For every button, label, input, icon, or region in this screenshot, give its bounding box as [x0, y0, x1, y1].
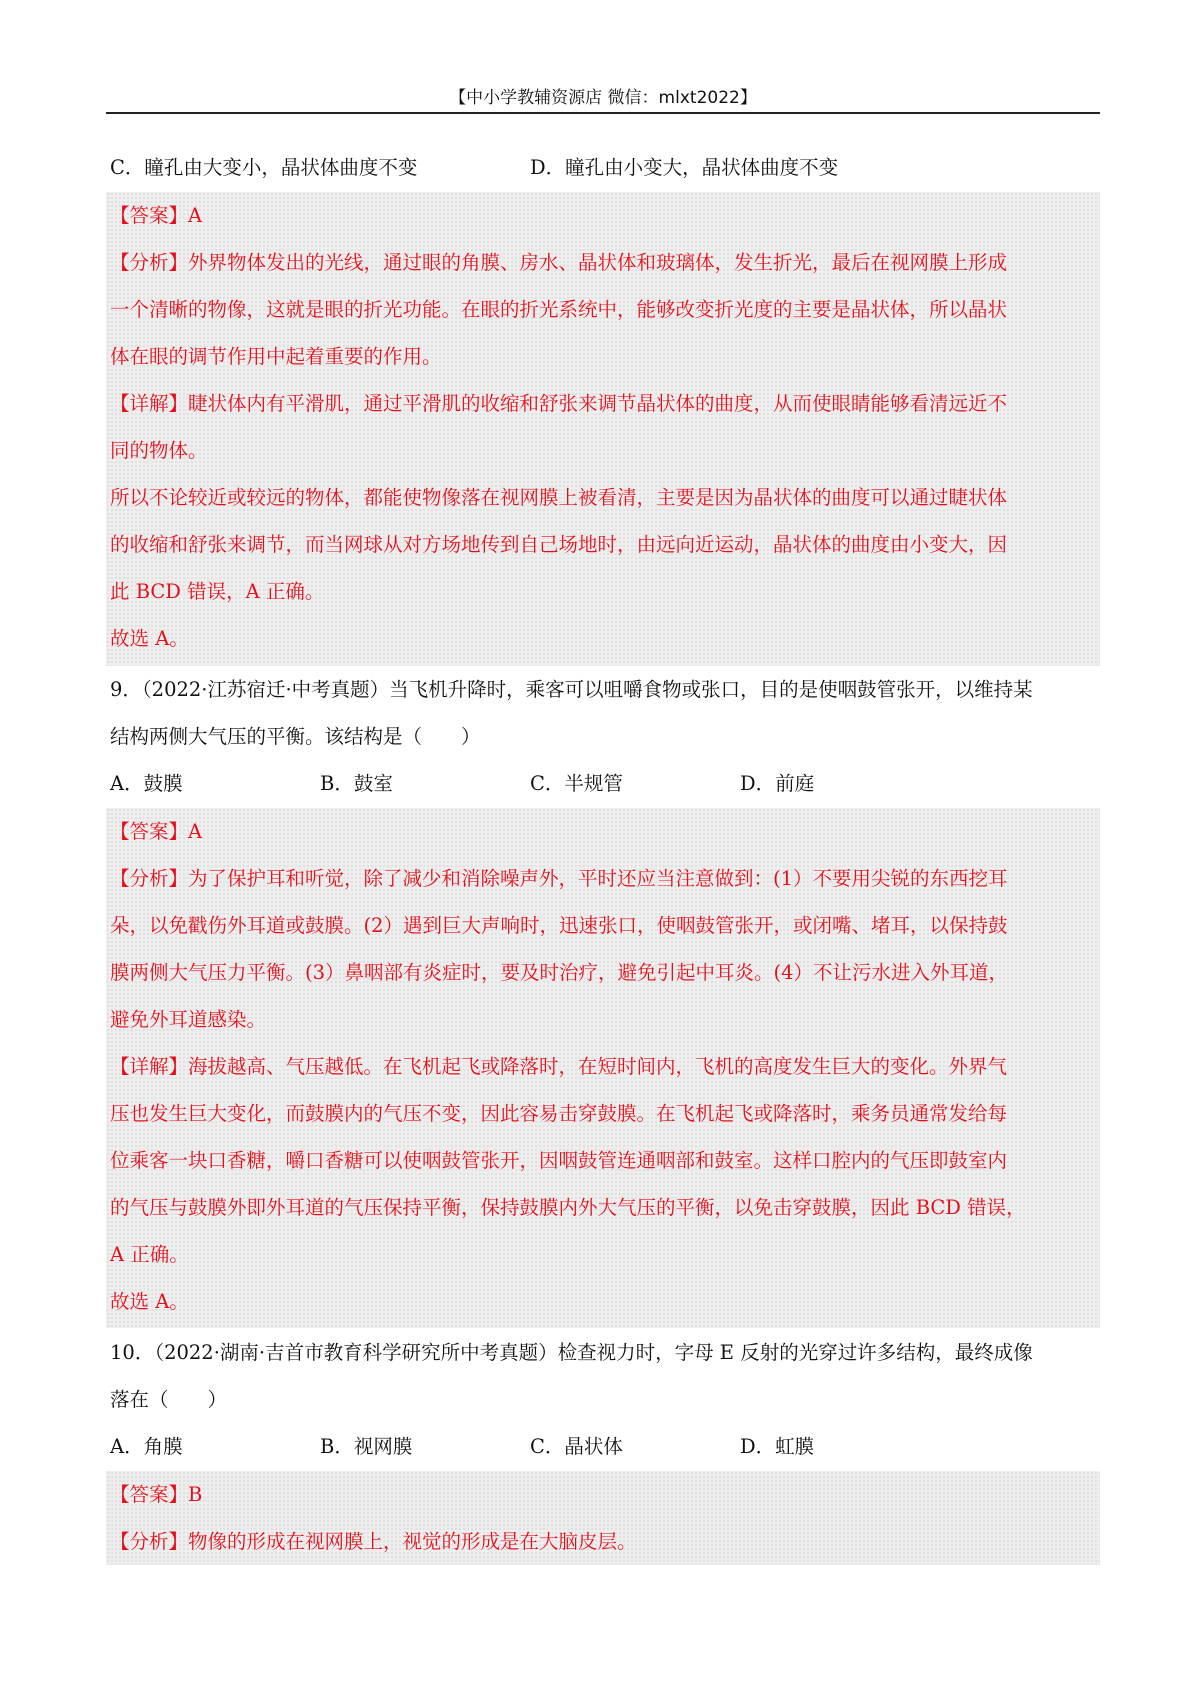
q9-option-c: C．半规管 — [530, 772, 623, 795]
q9-analysis-line: 【分析】为了保护耳和听觉，除了减少和消除噪声外，平时还应当注意做到：(1）不要用尖锐的东西挖耳 — [110, 867, 1008, 890]
q9-detail-line: A 正确。 — [110, 1243, 189, 1266]
q10-option-d: D．虹膜 — [740, 1435, 815, 1458]
q10-analysis-line: 【分析】物像的形成在视网膜上，视觉的形成是在大脑皮层。 — [110, 1530, 637, 1553]
q9-conclusion: 故选 A。 — [110, 1290, 189, 1313]
q9-option-b: B．鼓室 — [320, 772, 393, 795]
q8-analysis-line: 一个清晰的物像，这就是眼的折光功能。在眼的折光系统中，能够改变折光度的主要是晶状体，所以晶状 — [110, 298, 1008, 321]
header-divider — [106, 112, 1100, 114]
q8-option-d: D．瞳孔由小变大，晶状体曲度不变 — [530, 156, 839, 179]
q9-analysis-line: 避免外耳道感染。 — [110, 1008, 267, 1031]
q8-analysis-line: 【分析】外界物体发出的光线，通过眼的角膜、房水、晶状体和玻璃体，发生折光，最后在视网膜上形成 — [110, 251, 1008, 274]
q10-stem-line: 10．（2022·湖南·吉首市教育科学研究所中考真题）检查视力时，字母 E 反射的光穿过许多结构，最终成像 — [110, 1341, 1033, 1364]
q10-option-a: A．角膜 — [110, 1435, 183, 1458]
q9-stem-line: 9．（2022·江苏宿迁·中考真题）当飞机升降时，乘客可以咀嚼食物或张口，目的是使咽鼓管张开，以维持某 — [110, 678, 1033, 701]
q9-option-a: A．鼓膜 — [110, 772, 183, 795]
q8-option-c: C．瞳孔由大变小，晶状体曲度不变 — [110, 156, 418, 179]
q10-option-b: B．视网膜 — [320, 1435, 413, 1458]
q8-detail-line: 同的物体。 — [110, 439, 208, 462]
q9-answer: 【答案】A — [110, 820, 203, 843]
q9-analysis-line: 膜两侧大气压力平衡。(3）鼻咽部有炎症时，要及时治疗，避免引起中耳炎。(4）不让污水进入外耳道， — [110, 961, 1009, 984]
q8-detail-line: 此 BCD 错误，A 正确。 — [110, 580, 325, 603]
q8-detail-line: 的收缩和舒张来调节，而当网球从对方场地传到自己场地时，由远向近运动，晶状体的曲度由小变大，因 — [110, 533, 1008, 556]
q10-option-c: C．晶状体 — [530, 1435, 623, 1458]
q9-analysis-line: 朵，以免戳伤外耳道或鼓膜。(2）遇到巨大声响时，迅速张口，使咽鼓管张开，或闭嘴、堵耳，以保持鼓 — [110, 914, 1008, 937]
page-header: 【中小学教辅资源店 微信：mlxt2022】 — [449, 88, 757, 108]
q8-answer: 【答案】A — [110, 204, 203, 227]
q8-detail-line: 所以不论较近或较远的物体，都能使物像落在视网膜上被看清，主要是因为晶状体的曲度可以通过睫状体 — [110, 486, 1008, 509]
q9-detail-line: 的气压与鼓膜外即外耳道的气压保持平衡，保持鼓膜内外大气压的平衡，以免击穿鼓膜，因此 BCD 错误， — [110, 1196, 1026, 1219]
q8-detail-line: 【详解】睫状体内有平滑肌，通过平滑肌的收缩和舒张来调节晶状体的曲度，从而使眼睛能够看清远近不 — [110, 392, 1008, 415]
q9-detail-line: 【详解】海拔越高、气压越低。在飞机起飞或降落时，在短时间内，飞机的高度发生巨大的变化。外界气 — [110, 1055, 1008, 1078]
q8-conclusion: 故选 A。 — [110, 627, 189, 650]
q9-stem-line: 结构两侧大气压的平衡。该结构是（ ） — [110, 725, 481, 748]
q10-stem-line: 落在（ ） — [110, 1388, 228, 1411]
q9-detail-line: 压也发生巨大变化，而鼓膜内的气压不变，因此容易击穿鼓膜。在飞机起飞或降落时，乘务员通常发给每 — [110, 1102, 1008, 1125]
q9-option-d: D．前庭 — [740, 772, 815, 795]
q10-answer: 【答案】B — [110, 1483, 203, 1506]
q9-detail-line: 位乘客一块口香糖，嚼口香糖可以使咽鼓管张开，因咽鼓管连通咽部和鼓室。这样口腔内的气压即鼓室内 — [110, 1149, 1008, 1172]
q8-analysis-line: 体在眼的调节作用中起着重要的作用。 — [110, 345, 442, 368]
